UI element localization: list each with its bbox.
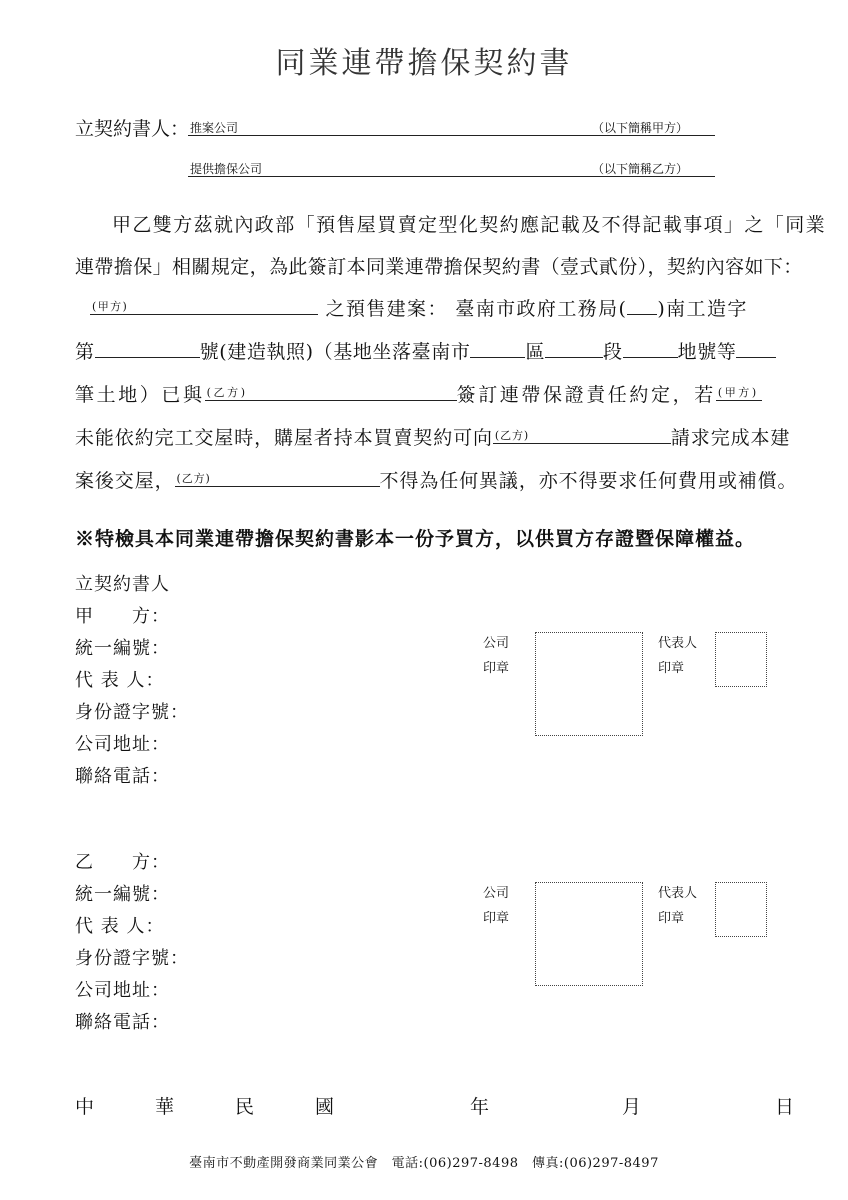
builder-blank: (甲方) <box>716 384 762 401</box>
date-char-4: 國 <box>315 1096 335 1118</box>
signer-heading: 立契約書人 <box>75 574 170 595</box>
party-a-blank: (甲方) <box>90 298 318 315</box>
party-b-rep-label: 代 表 人： <box>75 916 165 937</box>
party-b-address-label: 公司地址： <box>75 980 170 1001</box>
date-month-label: 月 <box>622 1096 642 1118</box>
permit-no-blank <box>95 341 200 358</box>
party-b-tax-id-label: 統一編號： <box>75 884 170 905</box>
document-title: 同業連帶擔保契約書 <box>275 46 573 81</box>
body-line-2: 連帶擔保」相關規定，為此簽訂本同業連帶擔保契約書（壹式貳份），契約內容如下： <box>75 256 803 278</box>
party-a-company-label: 推案公司 <box>190 121 239 135</box>
body-line-3: (甲方) 之預售建案： 臺南市政府工務局( )南工造字 <box>92 298 748 320</box>
party-a-address-label: 公司地址： <box>75 734 170 755</box>
party-a-rep-label: 代 表 人： <box>75 670 165 691</box>
party-b-company-seal-label: 公司 印章 <box>483 886 510 926</box>
party-a-phone-label: 聯絡電話： <box>75 766 170 787</box>
party-a-id-label: 身份證字號： <box>75 702 189 723</box>
party-a-company-seal-label: 公司 印章 <box>483 636 510 676</box>
date-year-label: 年 <box>470 1096 490 1118</box>
party-b-label: 乙 方： <box>75 852 170 873</box>
date-day-label: 日 <box>775 1096 795 1118</box>
guarantor-blank-3: (乙方) <box>175 470 380 487</box>
guarantor-blank-1: (乙方) <box>205 384 457 401</box>
date-char-1: 中 <box>75 1096 95 1118</box>
party-b-rep-seal-label: 代表人 印章 <box>658 886 698 926</box>
party-b-id-label: 身份證字號： <box>75 948 189 969</box>
party-a-rep-seal-box <box>715 632 767 687</box>
lot-no-blank <box>623 341 678 358</box>
party-a-rep-seal-label: 代表人 印章 <box>658 636 698 676</box>
party-b-company-seal-box <box>535 882 643 986</box>
notice-text: ※特檢具本同業連帶擔保契約書影本一份予買方，以供買方存證暨保障權益。 <box>75 528 756 550</box>
party-b-rep-seal-box <box>715 882 767 937</box>
body-line-4: 第 號(建造執照)（基地坐落臺南市 區 段 地號等 <box>75 337 776 364</box>
body-line-1: 甲乙雙方茲就內政部「預售屋買賣定型化契約應記載及不得記載事項」之「同業 <box>112 214 827 236</box>
guarantor-blank-2: (乙方) <box>493 427 671 444</box>
date-char-3: 民 <box>235 1096 255 1118</box>
signer-label: 立契約書人： <box>75 118 190 140</box>
party-a-note: （以下簡稱甲方） <box>592 121 689 135</box>
lot-count-blank <box>736 341 776 358</box>
party-a-tax-id-label: 統一編號： <box>75 638 170 659</box>
footer-contact: 臺南市不動產開發商業同業公會 電話:(06)297-8498 傳真:(06)297-8497 <box>189 1156 659 1171</box>
party-b-phone-label: 聯絡電話： <box>75 1012 170 1033</box>
bureau-blank <box>627 298 657 315</box>
party-a-company-seal-box <box>535 632 643 736</box>
body-line-7: 案後交屋， (乙方) 不得為任何異議，亦不得要求任何費用或補償。 <box>75 470 798 492</box>
party-a-label: 甲 方： <box>75 606 170 627</box>
body-line-6: 未能依約完工交屋時，購屋者持本買賣契約可向 (乙方) 請求完成本建 <box>75 427 791 449</box>
party-b-company-label: 提供擔保公司 <box>190 162 263 176</box>
date-char-2: 華 <box>155 1096 175 1118</box>
body-line-5: 筆土地）已與 (乙方) 簽訂連帶保證責任約定，若 (甲方) <box>75 380 762 407</box>
district-blank <box>470 341 525 358</box>
party-b-note: （以下簡稱乙方） <box>592 162 689 176</box>
section-blank <box>545 341 603 358</box>
